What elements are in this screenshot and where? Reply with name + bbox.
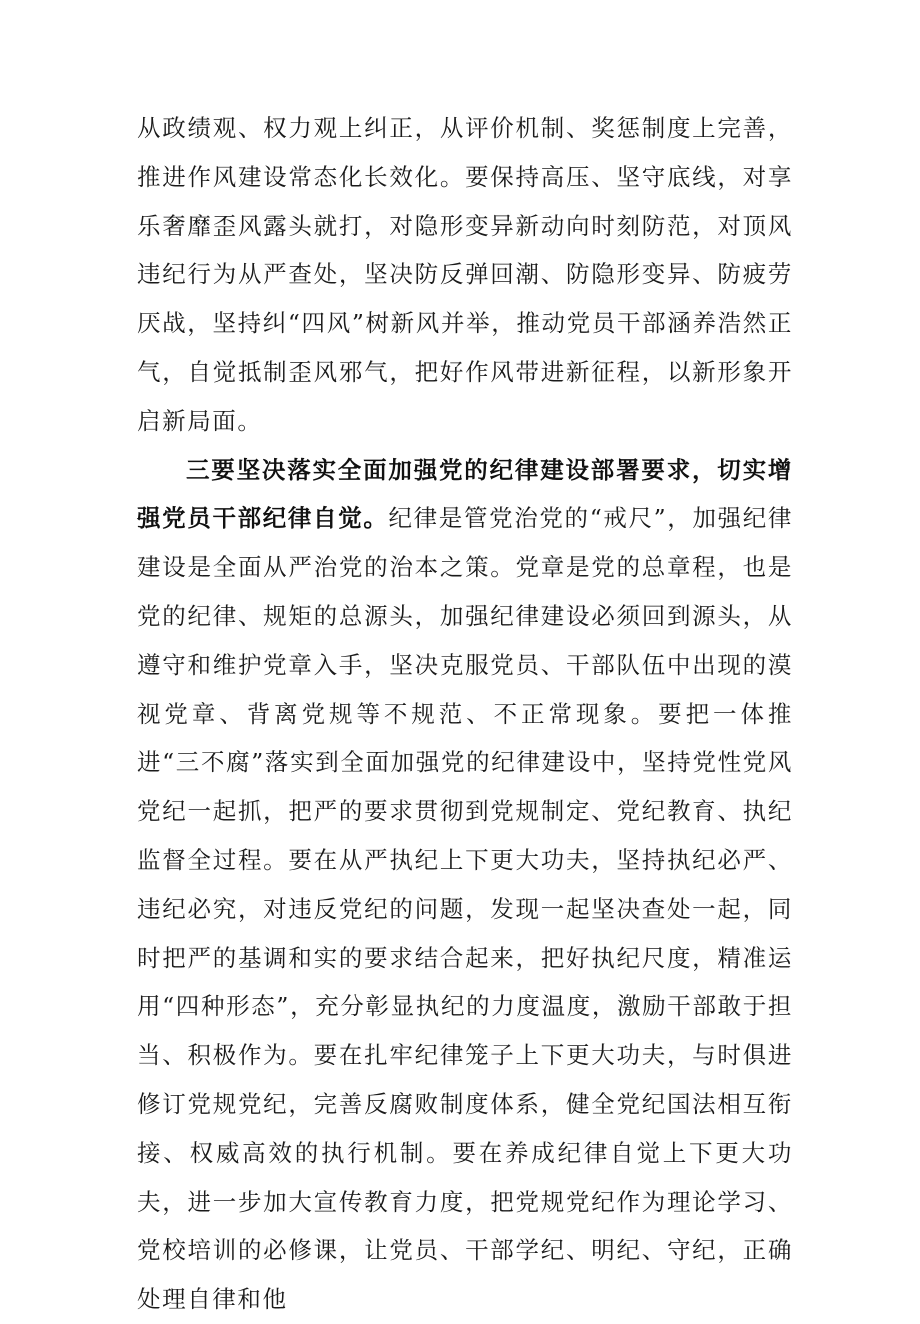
paragraph-text: 纪律是管党治党的“戒尺”，加强纪律建设是全面从严治党的治本之策。党章是党的总章程，也是党的纪律、规矩的总源头，加强纪律建设必须回到源头，从遵守和维护党章入手，坚决克服党员、干部队伍中出现的漠视党章、背离党规等不规范、不正常现象。要把一体推进“三不腐”落实到全面加强党的纪律建设中，坚持党性党风党纪一起抓，把严的要求贯彻到党规制定、党纪教育、执纪监督全过程。要在从严执纪上下更大功夫，坚持执纪必严、违纪必究，对违反党纪的问题，发现一起坚决查处一起，同时把严的基调和实的要求结合起来，把好执纪尺度，精准运用“四种形态”，充分彰显执纪的力度温度，激励干部敢于担当、积极作为。要在扎牢纪律笼子上下更大功夫，与时俱进修订党规党纪，完善反腐败制度体系，健全党纪国法相互衔接、权威高效的执行机制。要在养成纪律自觉上下更大功夫，进一步加大宣传教育力度，把党规党纪作为理论学习、党校培训的必修课，让党员、干部学纪、明纪、守纪，正确处理自律和他 <box>137 504 794 1314</box>
paragraph-continuation <box>137 104 793 446</box>
paragraph-heading: 三要坚决落实全面加强党的纪律建设部署要求，切实增强党员干部纪律自觉。 <box>137 455 793 533</box>
paragraph-discipline <box>137 446 793 1324</box>
paragraph-text: 从政绩观、权力观上纠正，从评价机制、奖惩制度上完善，推进作风建设常态化长效化。要保持高压、坚守底线，对享乐奢靡歪风露头就打，对隐形变异新动向时刻防范，对顶风违纪行为从严查处，坚决防反弹回潮、防隐形变异、防疲劳厌战，坚持纠“四风”树新风并举，推动党员干部涵养浩然正气，自觉抵制歪风邪气，把好作风带进新征程，以新形象开启新局面。 <box>137 114 793 435</box>
document-body <box>137 104 793 1324</box>
